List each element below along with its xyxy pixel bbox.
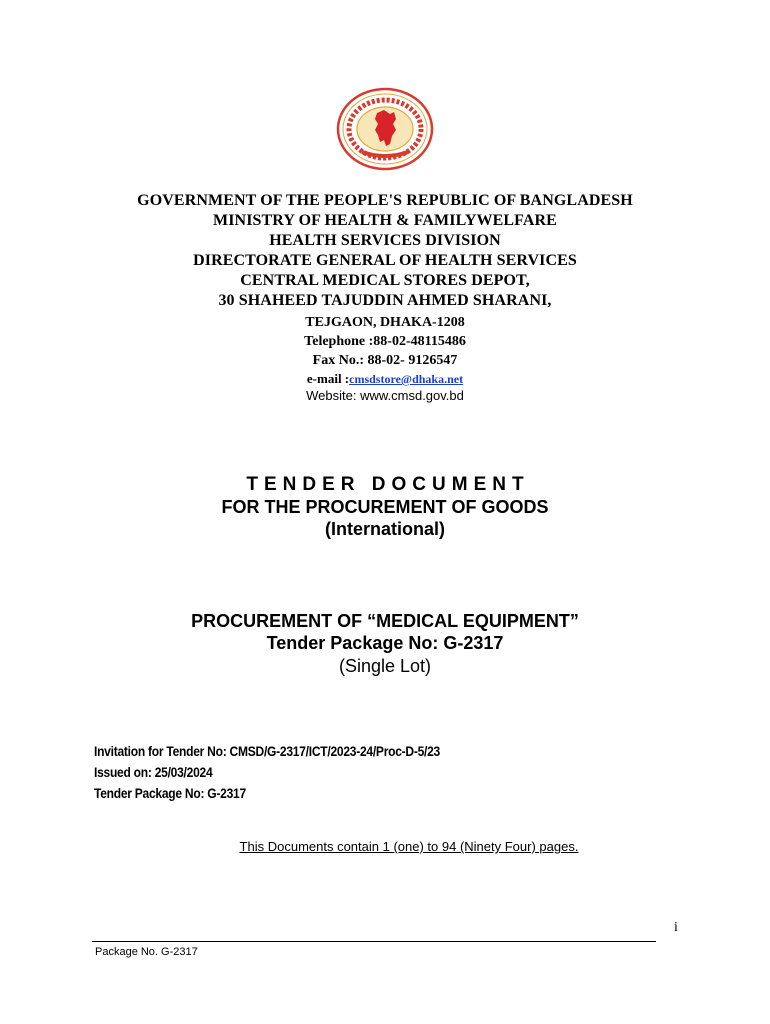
pages-note-text: This Documents contain 1 (one) to 94 (Ninety Four) pages. bbox=[239, 839, 579, 854]
email-link[interactable]: cmsdstore@dhaka.net bbox=[349, 372, 464, 386]
invitation-block bbox=[94, 741, 440, 804]
government-seal-icon bbox=[332, 86, 438, 172]
invitation-package-no: Tender Package No: G-2317 bbox=[94, 785, 246, 801]
header-line-street: 30 SHAHEED TAJUDDIN AHMED SHARANI, bbox=[218, 292, 552, 309]
tender-package-number: Tender Package No: G-2317 bbox=[266, 633, 504, 653]
header-line-division: HEALTH SERVICES DIVISION bbox=[269, 232, 501, 249]
procurement-block bbox=[0, 610, 770, 678]
header-email-line bbox=[0, 370, 770, 388]
ministry-header bbox=[0, 191, 770, 404]
issued-on: Issued on: 25/03/2024 bbox=[94, 764, 213, 780]
header-line-depot: CENTRAL MEDICAL STORES DEPOT, bbox=[240, 272, 530, 289]
header-line-government: GOVERNMENT OF THE PEOPLE'S REPUBLIC OF BANGLADESH bbox=[137, 192, 633, 209]
title-tender-document: TENDER DOCUMENT bbox=[246, 474, 530, 495]
invitation-tender-no: Invitation for Tender No: CMSD/G-2317/ICT/2023-24/Proc-D-5/23 bbox=[94, 743, 441, 759]
single-lot: (Single Lot) bbox=[338, 656, 432, 676]
header-line-directorate: DIRECTORATE GENERAL OF HEALTH SERVICES bbox=[193, 252, 577, 269]
header-website: Website: www.cmsd.gov.bd bbox=[306, 388, 464, 403]
header-fax: Fax No.: 88-02- 9126547 bbox=[312, 353, 458, 368]
procurement-heading: PROCUREMENT OF “MEDICAL EQUIPMENT” bbox=[191, 611, 579, 631]
email-label: e-mail : bbox=[306, 371, 350, 386]
footer-package-no: Package No. G-2317 bbox=[95, 946, 198, 958]
header-address: TEJGAON, DHAKA-1208 bbox=[305, 315, 465, 330]
title-international: (International) bbox=[325, 519, 445, 539]
title-procurement-goods: FOR THE PROCUREMENT OF GOODS bbox=[221, 497, 549, 517]
pages-note bbox=[0, 839, 770, 854]
header-line-ministry: MINISTRY OF HEALTH & FAMILYWELFARE bbox=[213, 212, 557, 229]
page-number: i bbox=[674, 920, 678, 935]
document-title bbox=[0, 474, 770, 540]
header-telephone: Telephone :88-02-48115486 bbox=[304, 334, 466, 349]
footer-divider bbox=[92, 941, 656, 942]
